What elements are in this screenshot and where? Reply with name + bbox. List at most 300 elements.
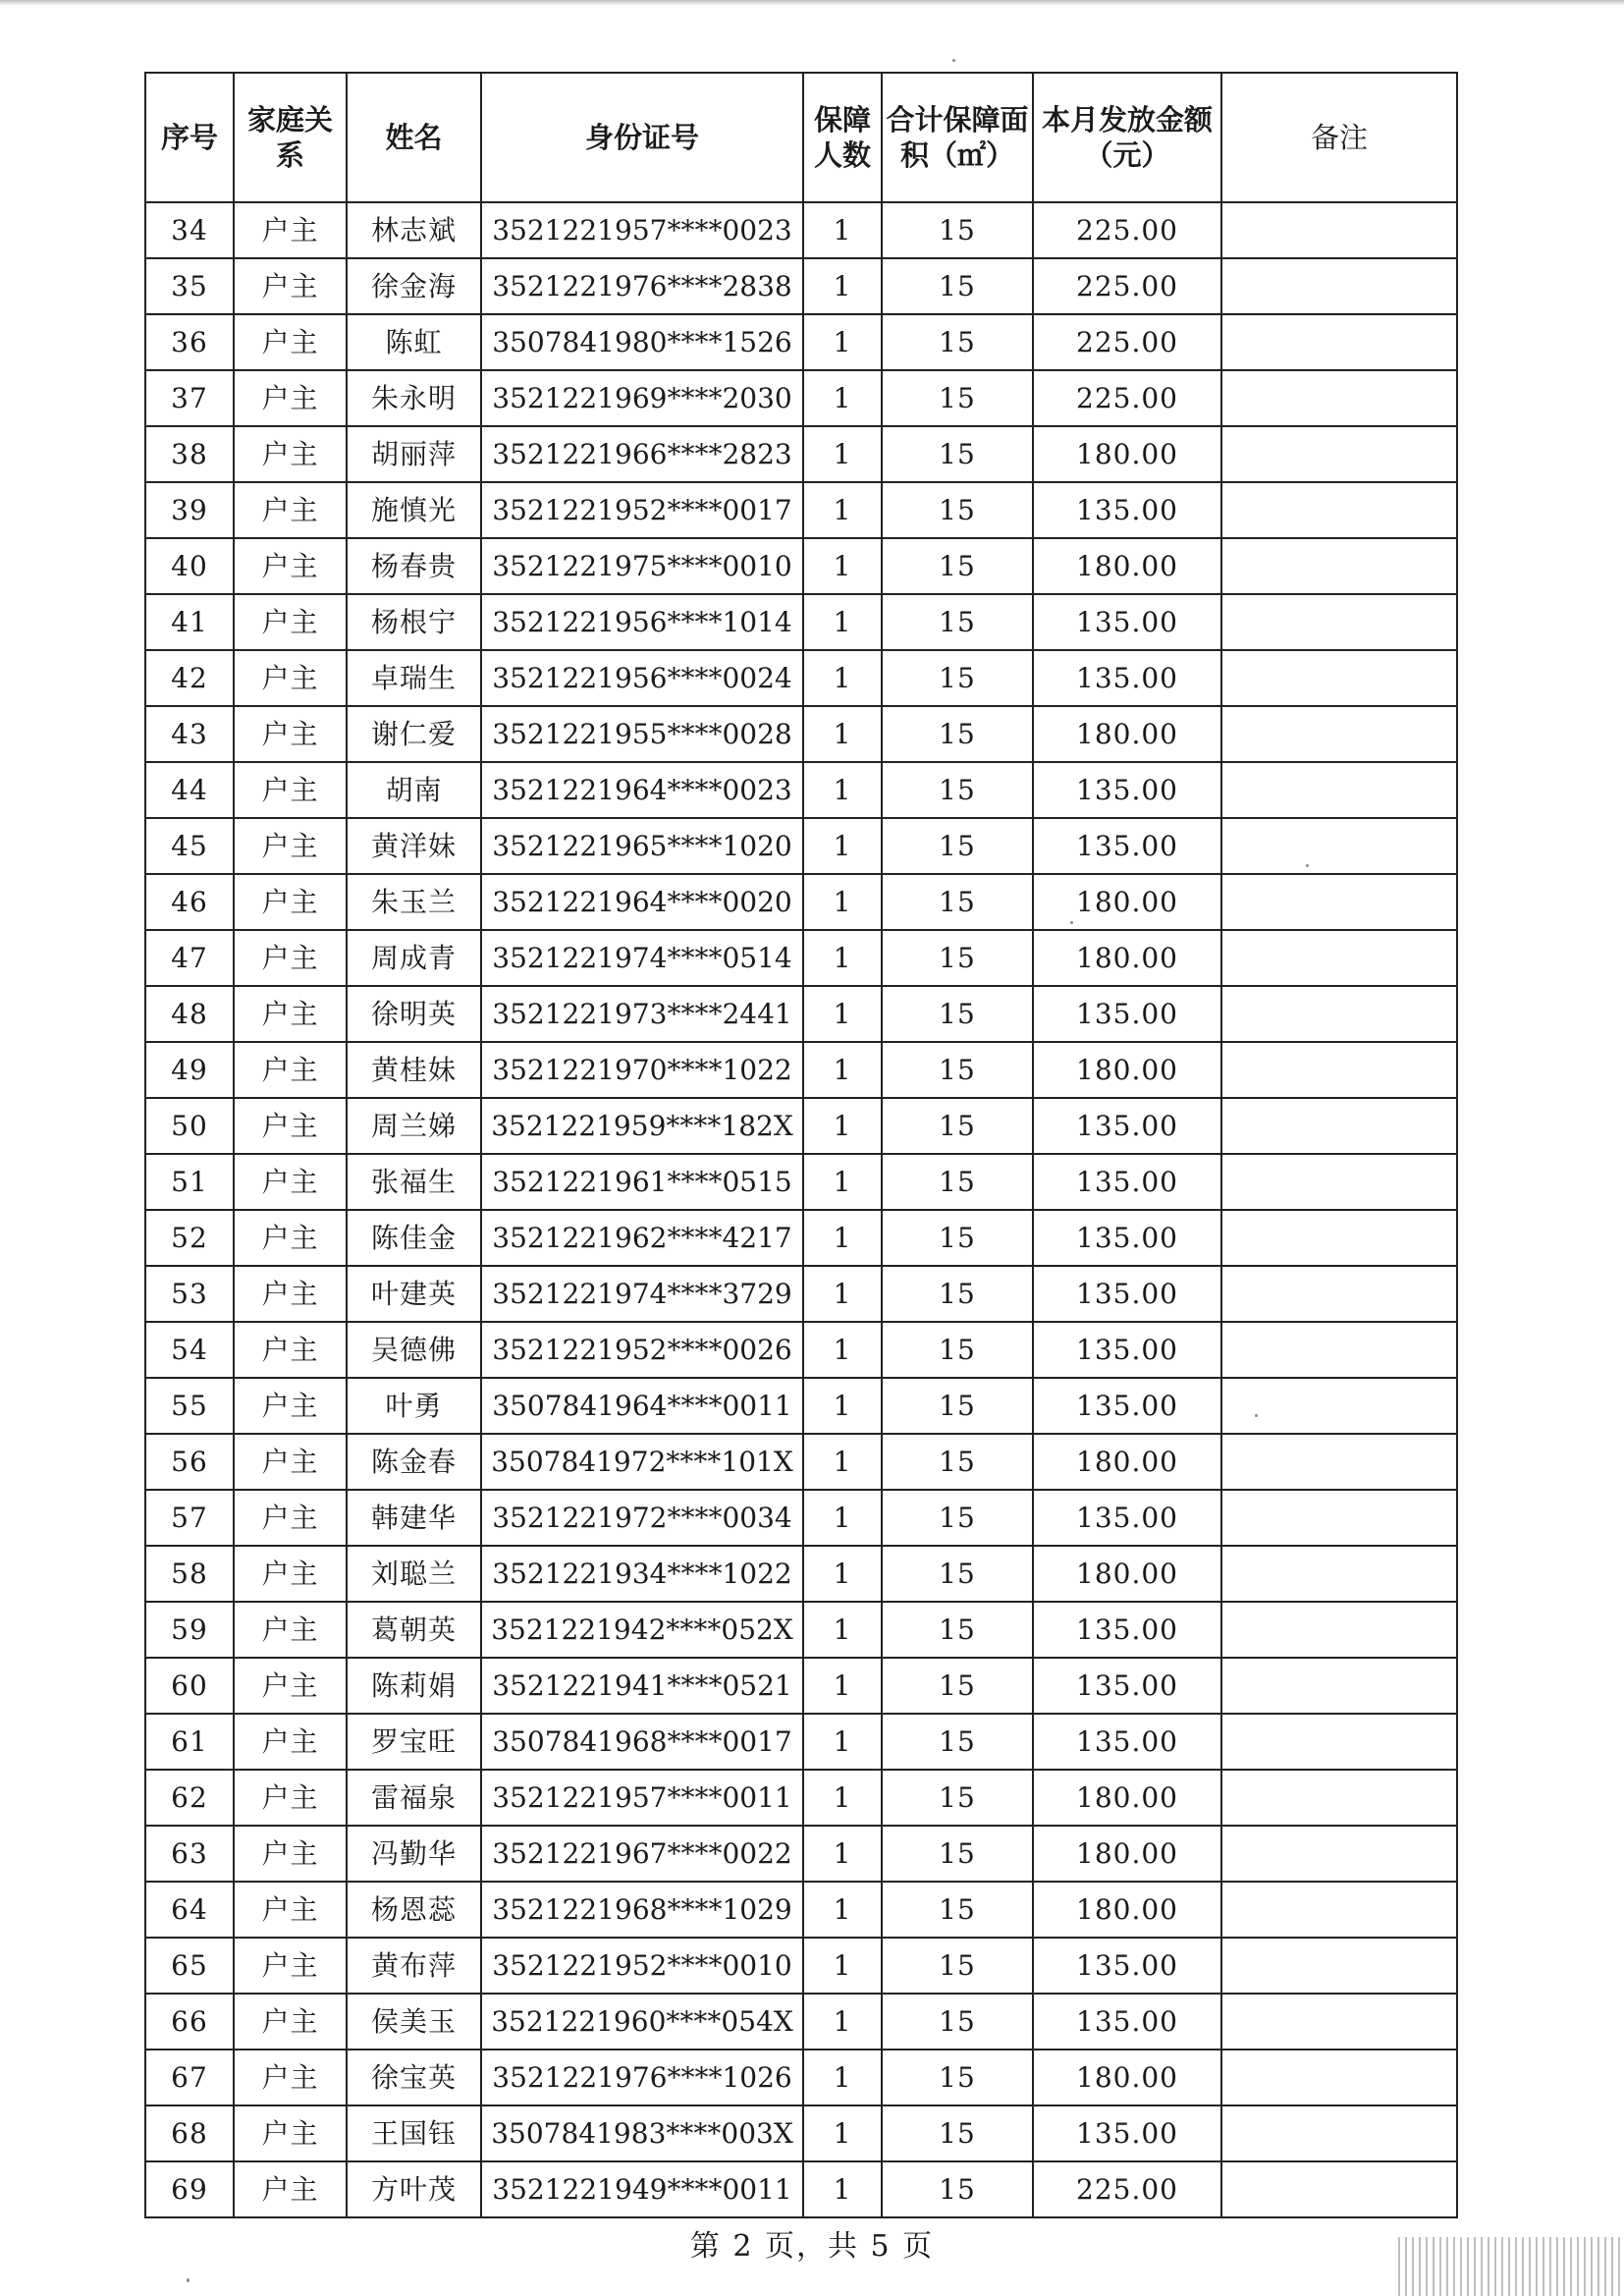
cell-relation: 户主 xyxy=(234,762,347,818)
table-row xyxy=(145,2161,1457,2217)
cell-persons: 1 xyxy=(803,1322,882,1378)
cell-id-number: 3521221969****2030 xyxy=(481,370,803,426)
cell-id-number: 3521221975****0010 xyxy=(481,538,803,594)
cell-id-number: 3521221957****0023 xyxy=(481,202,803,258)
cell-area: 15 xyxy=(882,1434,1033,1490)
cell-relation: 户主 xyxy=(234,1434,347,1490)
cell-seq: 40 xyxy=(145,538,234,594)
cell-relation: 户主 xyxy=(234,1770,347,1826)
table-row xyxy=(145,930,1457,986)
scan-noise xyxy=(1398,2237,1624,2296)
cell-amount: 180.00 xyxy=(1033,1882,1221,1938)
cell-name: 黄洋妹 xyxy=(347,818,481,874)
cell-id-number: 3521221976****1026 xyxy=(481,2050,803,2105)
cell-id-number: 3521221960****054X xyxy=(481,1994,803,2050)
cell-amount: 135.00 xyxy=(1033,1378,1221,1434)
cell-relation: 户主 xyxy=(234,1042,347,1098)
table-header xyxy=(145,73,1457,202)
cell-area: 15 xyxy=(882,1994,1033,2050)
cell-id-number: 3521221942****052X xyxy=(481,1602,803,1658)
cell-area: 15 xyxy=(882,1658,1033,1714)
cell-amount: 180.00 xyxy=(1033,538,1221,594)
cell-relation: 户主 xyxy=(234,2161,347,2217)
cell-name: 叶建英 xyxy=(347,1266,481,1322)
cell-relation: 户主 xyxy=(234,538,347,594)
cell-name: 王国钰 xyxy=(347,2105,481,2161)
cell-persons: 1 xyxy=(803,314,882,370)
cell-amount: 180.00 xyxy=(1033,1826,1221,1882)
cell-remark xyxy=(1221,202,1457,258)
cell-persons: 1 xyxy=(803,482,882,538)
cell-id-number: 3521221966****2823 xyxy=(481,426,803,482)
cell-area: 15 xyxy=(882,1490,1033,1546)
cell-area: 15 xyxy=(882,818,1033,874)
table-row xyxy=(145,594,1457,650)
allowance-table xyxy=(144,72,1458,2218)
cell-area: 15 xyxy=(882,1714,1033,1770)
cell-amount: 135.00 xyxy=(1033,594,1221,650)
cell-name: 谢仁爱 xyxy=(347,706,481,762)
cell-id-number: 3521221962****4217 xyxy=(481,1210,803,1266)
cell-id-number: 3521221952****0010 xyxy=(481,1938,803,1994)
cell-remark xyxy=(1221,1210,1457,1266)
cell-id-number: 3521221961****0515 xyxy=(481,1154,803,1210)
cell-persons: 1 xyxy=(803,762,882,818)
cell-remark xyxy=(1221,1658,1457,1714)
cell-area: 15 xyxy=(882,426,1033,482)
cell-persons: 1 xyxy=(803,370,882,426)
cell-remark xyxy=(1221,1602,1457,1658)
cell-id-number: 3507841980****1526 xyxy=(481,314,803,370)
cell-area: 15 xyxy=(882,1826,1033,1882)
cell-seq: 48 xyxy=(145,986,234,1042)
cell-area: 15 xyxy=(882,1602,1033,1658)
cell-id-number: 3507841968****0017 xyxy=(481,1714,803,1770)
cell-id-number: 3507841972****101X xyxy=(481,1434,803,1490)
cell-persons: 1 xyxy=(803,706,882,762)
cell-area: 15 xyxy=(882,1882,1033,1938)
cell-id-number: 3521221959****182X xyxy=(481,1098,803,1154)
table-row xyxy=(145,202,1457,258)
cell-id-number: 3521221941****0521 xyxy=(481,1658,803,1714)
cell-persons: 1 xyxy=(803,930,882,986)
cell-amount: 135.00 xyxy=(1033,1938,1221,1994)
cell-area: 15 xyxy=(882,986,1033,1042)
cell-seq: 59 xyxy=(145,1602,234,1658)
cell-seq: 55 xyxy=(145,1378,234,1434)
cell-seq: 49 xyxy=(145,1042,234,1098)
cell-seq: 63 xyxy=(145,1826,234,1882)
cell-remark xyxy=(1221,2161,1457,2217)
cell-relation: 户主 xyxy=(234,1210,347,1266)
cell-seq: 52 xyxy=(145,1210,234,1266)
cell-remark xyxy=(1221,762,1457,818)
cell-seq: 35 xyxy=(145,258,234,314)
table-row xyxy=(145,706,1457,762)
cell-area: 15 xyxy=(882,258,1033,314)
cell-name: 陈金春 xyxy=(347,1434,481,1490)
cell-name: 施慎光 xyxy=(347,482,481,538)
cell-id-number: 3521221957****0011 xyxy=(481,1770,803,1826)
cell-seq: 51 xyxy=(145,1154,234,1210)
cell-id-number: 3507841964****0011 xyxy=(481,1378,803,1434)
cell-persons: 1 xyxy=(803,1266,882,1322)
cell-id-number: 3521221972****0034 xyxy=(481,1490,803,1546)
cell-remark xyxy=(1221,538,1457,594)
cell-remark xyxy=(1221,594,1457,650)
table-row xyxy=(145,1770,1457,1826)
cell-amount: 225.00 xyxy=(1033,202,1221,258)
cell-relation: 户主 xyxy=(234,2105,347,2161)
cell-persons: 1 xyxy=(803,1882,882,1938)
cell-area: 15 xyxy=(882,1042,1033,1098)
cell-seq: 43 xyxy=(145,706,234,762)
table-row xyxy=(145,1434,1457,1490)
table-row xyxy=(145,1490,1457,1546)
cell-amount: 135.00 xyxy=(1033,1658,1221,1714)
header-relation: 家庭关系 xyxy=(234,73,347,202)
cell-relation: 户主 xyxy=(234,1546,347,1602)
table-row xyxy=(145,650,1457,706)
cell-persons: 1 xyxy=(803,594,882,650)
cell-id-number: 3521221968****1029 xyxy=(481,1882,803,1938)
cell-relation: 户主 xyxy=(234,482,347,538)
cell-persons: 1 xyxy=(803,2105,882,2161)
cell-persons: 1 xyxy=(803,258,882,314)
cell-relation: 户主 xyxy=(234,874,347,930)
cell-amount: 180.00 xyxy=(1033,426,1221,482)
cell-amount: 135.00 xyxy=(1033,1490,1221,1546)
cell-remark xyxy=(1221,818,1457,874)
table-row xyxy=(145,1658,1457,1714)
cell-seq: 39 xyxy=(145,482,234,538)
cell-name: 胡南 xyxy=(347,762,481,818)
cell-amount: 135.00 xyxy=(1033,1154,1221,1210)
cell-persons: 1 xyxy=(803,818,882,874)
cell-remark xyxy=(1221,426,1457,482)
cell-relation: 户主 xyxy=(234,1490,347,1546)
cell-name: 林志斌 xyxy=(347,202,481,258)
cell-persons: 1 xyxy=(803,1602,882,1658)
cell-remark xyxy=(1221,1770,1457,1826)
cell-id-number: 3521221964****0023 xyxy=(481,762,803,818)
cell-relation: 户主 xyxy=(234,1658,347,1714)
cell-remark xyxy=(1221,1154,1457,1210)
cell-area: 15 xyxy=(882,650,1033,706)
cell-persons: 1 xyxy=(803,538,882,594)
cell-relation: 户主 xyxy=(234,1266,347,1322)
cell-id-number: 3507841983****003X xyxy=(481,2105,803,2161)
cell-remark xyxy=(1221,930,1457,986)
cell-area: 15 xyxy=(882,202,1033,258)
cell-amount: 180.00 xyxy=(1033,874,1221,930)
table-row xyxy=(145,2105,1457,2161)
cell-name: 周成青 xyxy=(347,930,481,986)
cell-seq: 56 xyxy=(145,1434,234,1490)
cell-persons: 1 xyxy=(803,2161,882,2217)
cell-name: 朱永明 xyxy=(347,370,481,426)
cell-persons: 1 xyxy=(803,2050,882,2105)
cell-name: 徐明英 xyxy=(347,986,481,1042)
header-row xyxy=(145,73,1457,202)
table-row xyxy=(145,874,1457,930)
scan-speck xyxy=(187,2278,189,2282)
cell-area: 15 xyxy=(882,1546,1033,1602)
cell-id-number: 3521221976****2838 xyxy=(481,258,803,314)
cell-area: 15 xyxy=(882,2050,1033,2105)
cell-amount: 135.00 xyxy=(1033,1714,1221,1770)
cell-name: 杨春贵 xyxy=(347,538,481,594)
cell-relation: 户主 xyxy=(234,426,347,482)
cell-relation: 户主 xyxy=(234,1098,347,1154)
cell-area: 15 xyxy=(882,370,1033,426)
cell-remark xyxy=(1221,1938,1457,1994)
cell-persons: 1 xyxy=(803,1994,882,2050)
cell-seq: 57 xyxy=(145,1490,234,1546)
cell-name: 徐金海 xyxy=(347,258,481,314)
cell-id-number: 3521221934****1022 xyxy=(481,1546,803,1602)
cell-seq: 46 xyxy=(145,874,234,930)
table-row xyxy=(145,1938,1457,1994)
cell-name: 陈莉娟 xyxy=(347,1658,481,1714)
cell-seq: 45 xyxy=(145,818,234,874)
cell-name: 吴德佛 xyxy=(347,1322,481,1378)
cell-name: 叶勇 xyxy=(347,1378,481,1434)
cell-remark xyxy=(1221,1826,1457,1882)
cell-relation: 户主 xyxy=(234,1994,347,2050)
table-row xyxy=(145,2050,1457,2105)
cell-name: 周兰娣 xyxy=(347,1098,481,1154)
cell-id-number: 3521221967****0022 xyxy=(481,1826,803,1882)
cell-amount: 225.00 xyxy=(1033,370,1221,426)
cell-remark xyxy=(1221,482,1457,538)
cell-seq: 34 xyxy=(145,202,234,258)
scan-speck xyxy=(1306,864,1309,867)
cell-remark xyxy=(1221,874,1457,930)
cell-id-number: 3521221973****2441 xyxy=(481,986,803,1042)
cell-amount: 180.00 xyxy=(1033,706,1221,762)
cell-name: 黄布萍 xyxy=(347,1938,481,1994)
cell-name: 陈虹 xyxy=(347,314,481,370)
allowance-table-sheet xyxy=(144,72,1456,2218)
cell-remark xyxy=(1221,1714,1457,1770)
cell-amount: 180.00 xyxy=(1033,2050,1221,2105)
cell-seq: 54 xyxy=(145,1322,234,1378)
cell-amount: 135.00 xyxy=(1033,818,1221,874)
cell-persons: 1 xyxy=(803,986,882,1042)
cell-area: 15 xyxy=(882,594,1033,650)
cell-persons: 1 xyxy=(803,1826,882,1882)
cell-amount: 135.00 xyxy=(1033,1322,1221,1378)
cell-seq: 64 xyxy=(145,1882,234,1938)
cell-persons: 1 xyxy=(803,1770,882,1826)
table-row xyxy=(145,1602,1457,1658)
cell-name: 雷福泉 xyxy=(347,1770,481,1826)
cell-remark xyxy=(1221,1994,1457,2050)
cell-amount: 135.00 xyxy=(1033,650,1221,706)
header-area: 合计保障面积（㎡） xyxy=(882,73,1033,202)
scan-speck xyxy=(952,59,955,62)
cell-persons: 1 xyxy=(803,1658,882,1714)
cell-name: 朱玉兰 xyxy=(347,874,481,930)
cell-id-number: 3521221956****1014 xyxy=(481,594,803,650)
cell-remark xyxy=(1221,2105,1457,2161)
cell-remark xyxy=(1221,2050,1457,2105)
cell-persons: 1 xyxy=(803,1434,882,1490)
header-remark: 备注 xyxy=(1221,73,1457,202)
cell-persons: 1 xyxy=(803,1042,882,1098)
cell-persons: 1 xyxy=(803,1098,882,1154)
cell-name: 黄桂妹 xyxy=(347,1042,481,1098)
table-row xyxy=(145,1098,1457,1154)
cell-amount: 135.00 xyxy=(1033,986,1221,1042)
cell-persons: 1 xyxy=(803,650,882,706)
cell-remark xyxy=(1221,370,1457,426)
table-row xyxy=(145,482,1457,538)
cell-seq: 42 xyxy=(145,650,234,706)
table-row xyxy=(145,1322,1457,1378)
header-name: 姓名 xyxy=(347,73,481,202)
table-row xyxy=(145,1042,1457,1098)
cell-area: 15 xyxy=(882,482,1033,538)
cell-name: 方叶茂 xyxy=(347,2161,481,2217)
cell-seq: 41 xyxy=(145,594,234,650)
table-row xyxy=(145,1546,1457,1602)
cell-amount: 135.00 xyxy=(1033,1098,1221,1154)
cell-remark xyxy=(1221,1378,1457,1434)
cell-relation: 户主 xyxy=(234,1154,347,1210)
cell-name: 张福生 xyxy=(347,1154,481,1210)
cell-id-number: 3521221974****3729 xyxy=(481,1266,803,1322)
cell-seq: 37 xyxy=(145,370,234,426)
cell-relation: 户主 xyxy=(234,818,347,874)
cell-amount: 135.00 xyxy=(1033,482,1221,538)
cell-seq: 38 xyxy=(145,426,234,482)
cell-amount: 135.00 xyxy=(1033,1266,1221,1322)
cell-area: 15 xyxy=(882,1098,1033,1154)
cell-amount: 225.00 xyxy=(1033,2161,1221,2217)
table-body xyxy=(145,202,1457,2217)
cell-amount: 180.00 xyxy=(1033,1042,1221,1098)
scan-top-edge xyxy=(0,0,1624,6)
cell-id-number: 3521221964****0020 xyxy=(481,874,803,930)
cell-area: 15 xyxy=(882,1378,1033,1434)
table-row xyxy=(145,762,1457,818)
table-row xyxy=(145,538,1457,594)
cell-amount: 180.00 xyxy=(1033,1434,1221,1490)
cell-persons: 1 xyxy=(803,1490,882,1546)
cell-area: 15 xyxy=(882,538,1033,594)
cell-id-number: 3521221952****0026 xyxy=(481,1322,803,1378)
cell-remark xyxy=(1221,706,1457,762)
cell-id-number: 3521221952****0017 xyxy=(481,482,803,538)
cell-persons: 1 xyxy=(803,1546,882,1602)
cell-persons: 1 xyxy=(803,1378,882,1434)
cell-name: 胡丽萍 xyxy=(347,426,481,482)
cell-remark xyxy=(1221,1882,1457,1938)
cell-relation: 户主 xyxy=(234,1602,347,1658)
cell-relation: 户主 xyxy=(234,1882,347,1938)
cell-seq: 60 xyxy=(145,1658,234,1714)
cell-persons: 1 xyxy=(803,1714,882,1770)
table-row xyxy=(145,1266,1457,1322)
cell-seq: 69 xyxy=(145,2161,234,2217)
scan-speck xyxy=(1070,921,1073,924)
table-row xyxy=(145,986,1457,1042)
cell-seq: 66 xyxy=(145,1994,234,2050)
table-row xyxy=(145,258,1457,314)
cell-amount: 135.00 xyxy=(1033,1210,1221,1266)
cell-relation: 户主 xyxy=(234,650,347,706)
cell-name: 杨恩蕊 xyxy=(347,1882,481,1938)
cell-amount: 180.00 xyxy=(1033,1546,1221,1602)
cell-name: 杨根宁 xyxy=(347,594,481,650)
cell-seq: 58 xyxy=(145,1546,234,1602)
cell-remark xyxy=(1221,1490,1457,1546)
cell-name: 葛朝英 xyxy=(347,1602,481,1658)
cell-area: 15 xyxy=(882,2105,1033,2161)
cell-area: 15 xyxy=(882,1154,1033,1210)
cell-seq: 65 xyxy=(145,1938,234,1994)
cell-name: 罗宝旺 xyxy=(347,1714,481,1770)
header-persons: 保障人数 xyxy=(803,73,882,202)
cell-amount: 135.00 xyxy=(1033,762,1221,818)
cell-seq: 44 xyxy=(145,762,234,818)
cell-area: 15 xyxy=(882,874,1033,930)
cell-remark xyxy=(1221,1042,1457,1098)
cell-relation: 户主 xyxy=(234,202,347,258)
cell-relation: 户主 xyxy=(234,594,347,650)
table-row xyxy=(145,1994,1457,2050)
cell-remark xyxy=(1221,1546,1457,1602)
cell-remark xyxy=(1221,1266,1457,1322)
cell-relation: 户主 xyxy=(234,1938,347,1994)
cell-id-number: 3521221949****0011 xyxy=(481,2161,803,2217)
cell-persons: 1 xyxy=(803,202,882,258)
cell-name: 徐宝英 xyxy=(347,2050,481,2105)
table-row xyxy=(145,1714,1457,1770)
cell-seq: 36 xyxy=(145,314,234,370)
cell-relation: 户主 xyxy=(234,2050,347,2105)
cell-remark xyxy=(1221,986,1457,1042)
cell-persons: 1 xyxy=(803,1154,882,1210)
cell-seq: 50 xyxy=(145,1098,234,1154)
cell-seq: 67 xyxy=(145,2050,234,2105)
cell-area: 15 xyxy=(882,762,1033,818)
cell-area: 15 xyxy=(882,1938,1033,1994)
table-row xyxy=(145,818,1457,874)
cell-seq: 47 xyxy=(145,930,234,986)
cell-name: 陈佳金 xyxy=(347,1210,481,1266)
cell-amount: 225.00 xyxy=(1033,258,1221,314)
table-row xyxy=(145,1826,1457,1882)
cell-relation: 户主 xyxy=(234,930,347,986)
table-row xyxy=(145,426,1457,482)
scan-speck xyxy=(1255,1414,1258,1417)
header-id-number: 身份证号 xyxy=(481,73,803,202)
cell-area: 15 xyxy=(882,1322,1033,1378)
cell-amount: 135.00 xyxy=(1033,1994,1221,2050)
cell-name: 冯勤华 xyxy=(347,1826,481,1882)
cell-seq: 61 xyxy=(145,1714,234,1770)
cell-remark xyxy=(1221,314,1457,370)
cell-relation: 户主 xyxy=(234,986,347,1042)
table-row xyxy=(145,314,1457,370)
cell-amount: 180.00 xyxy=(1033,930,1221,986)
header-amount: 本月发放金额（元） xyxy=(1033,73,1221,202)
cell-name: 卓瑞生 xyxy=(347,650,481,706)
cell-relation: 户主 xyxy=(234,1826,347,1882)
